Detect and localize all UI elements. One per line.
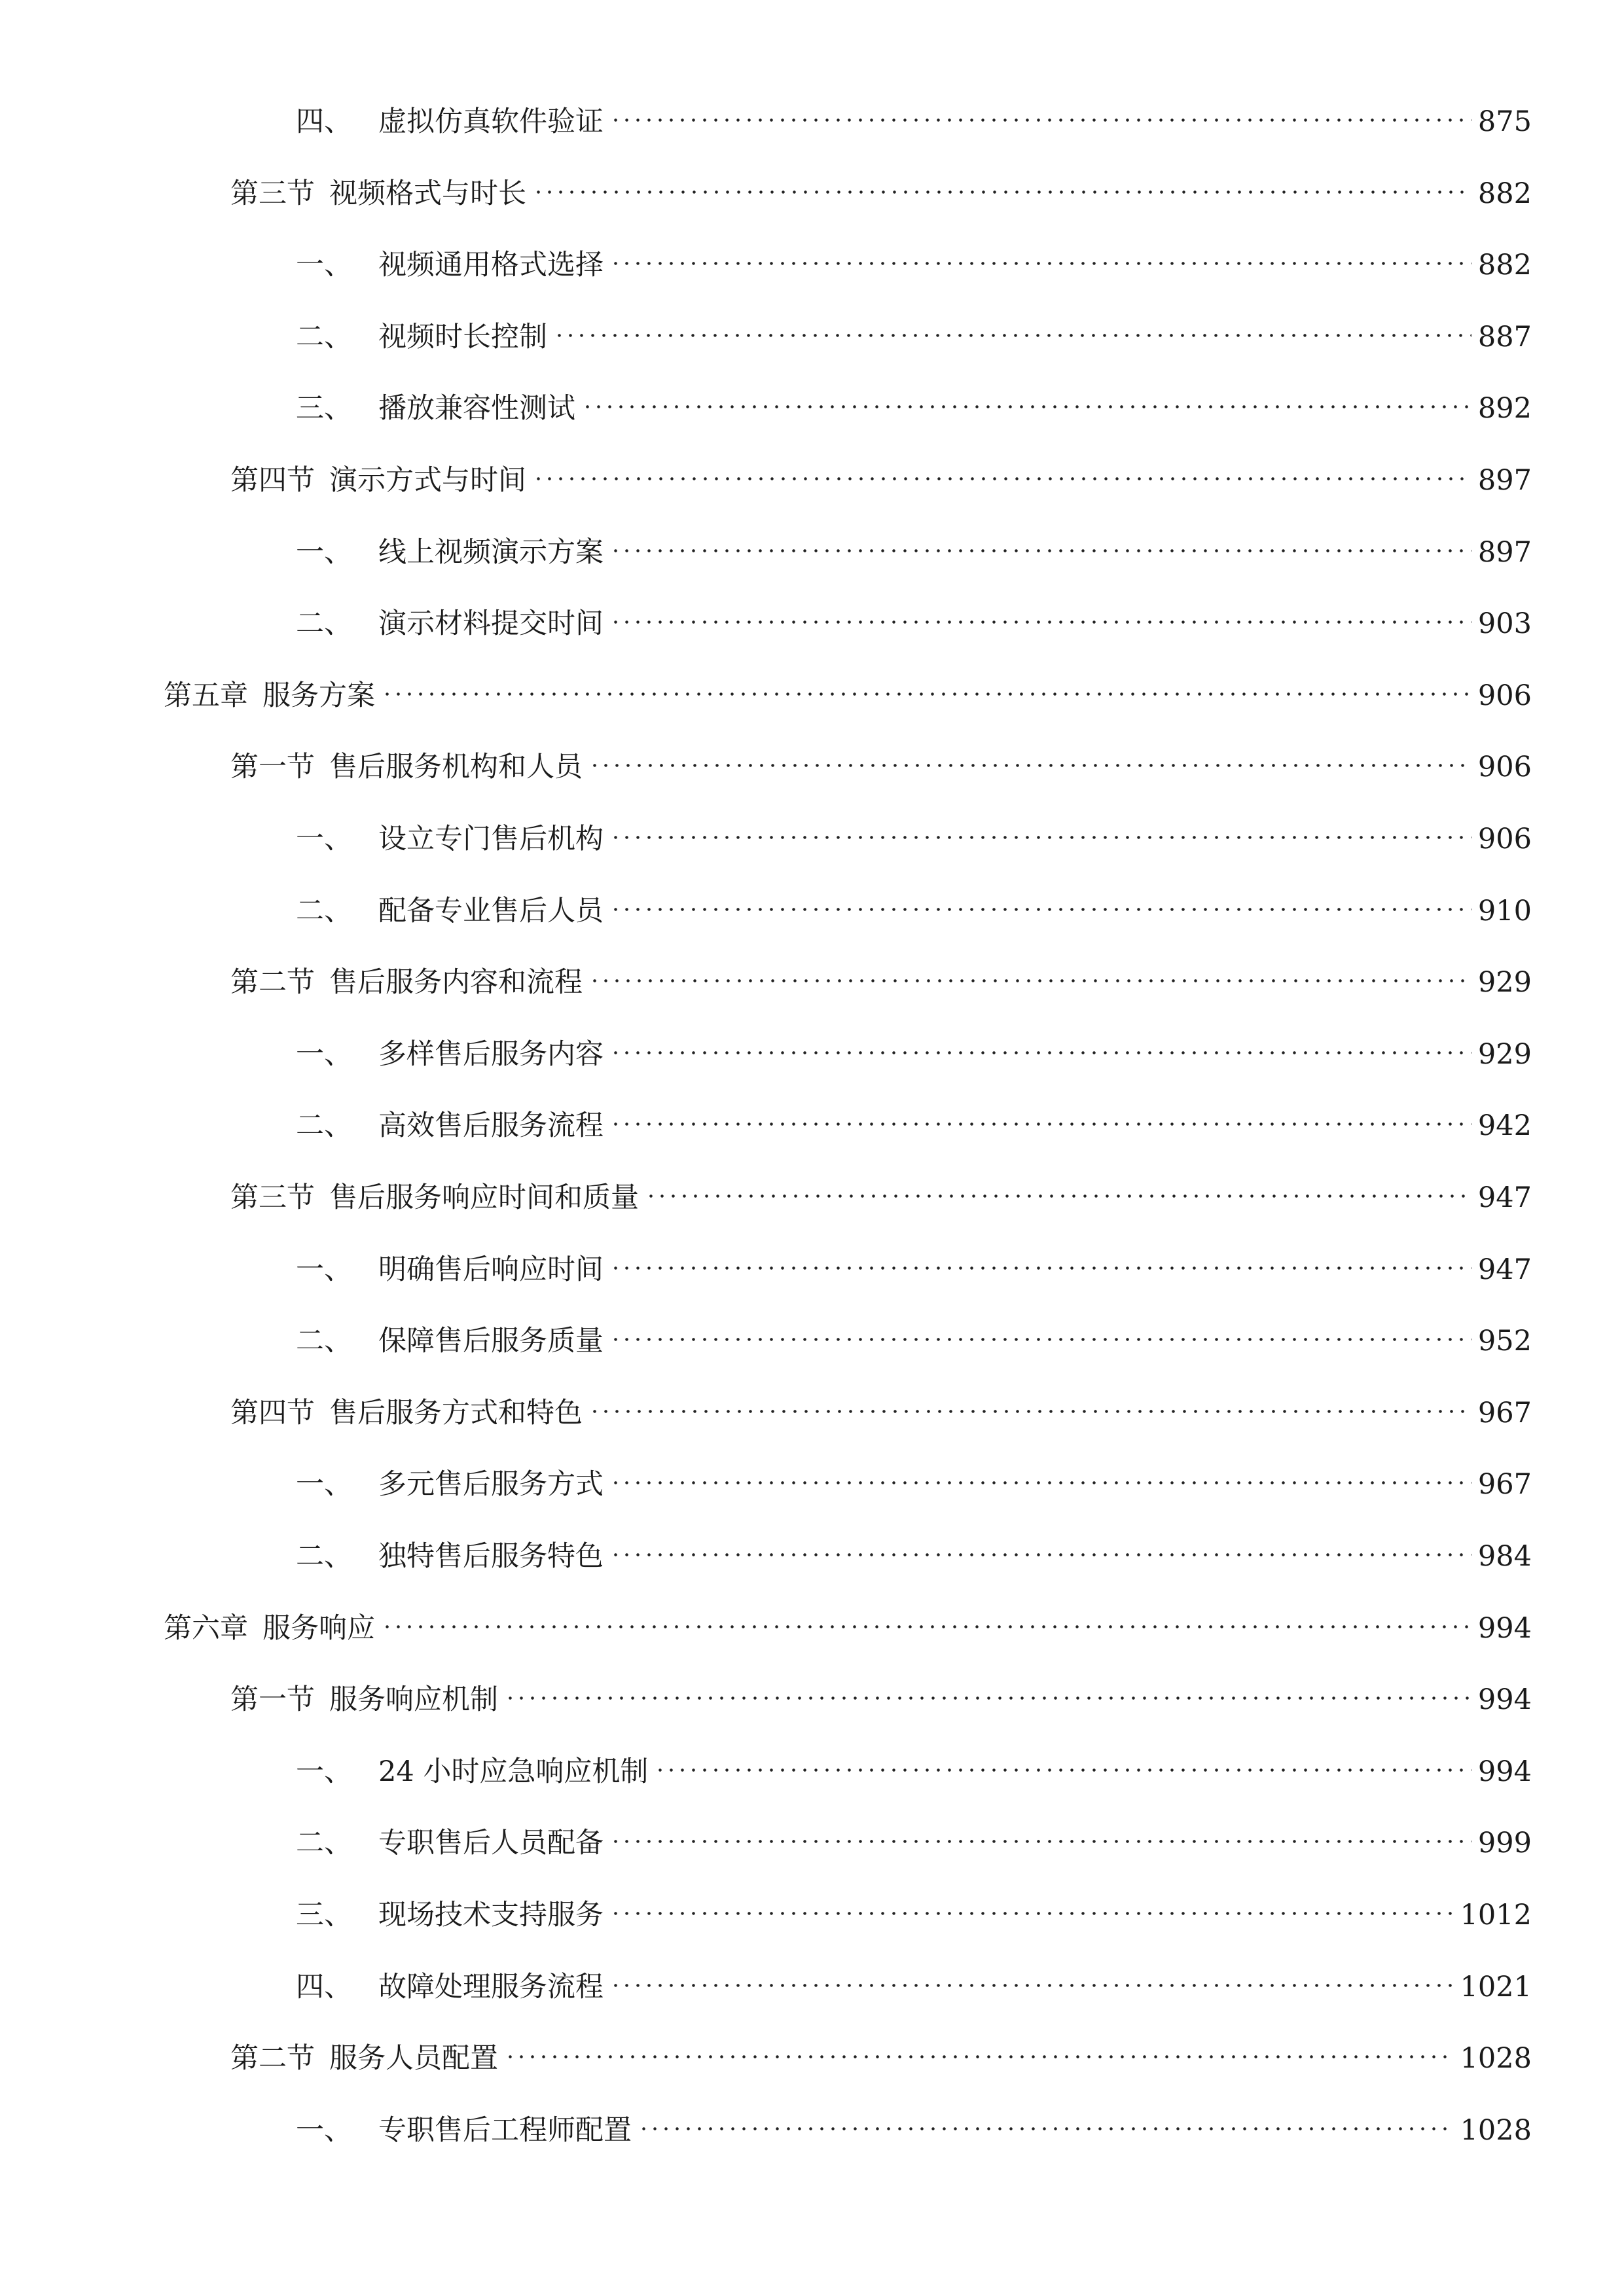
toc-entry-item[interactable] xyxy=(296,235,1532,282)
toc-entry-title: 设立专门售后机构 xyxy=(378,823,604,855)
toc-entry-section[interactable] xyxy=(230,450,1532,497)
toc-entry-item[interactable] xyxy=(296,809,1532,855)
toc-entry-number: 二、 xyxy=(296,894,352,927)
dot-leader xyxy=(610,92,1471,131)
toc-entry-number: 一、 xyxy=(296,1037,352,1071)
dot-leader xyxy=(533,164,1471,203)
toc-entry-title: 专职售后人员配备 xyxy=(378,1827,604,1860)
toc-entry-title: 保障售后服务质量 xyxy=(378,1325,604,1358)
toc-entry-page-number: 929 xyxy=(1477,966,1532,999)
dot-leader xyxy=(610,809,1471,848)
toc-entry-title: 视频格式与时长 xyxy=(329,177,526,210)
toc-entry-number: 第二节 xyxy=(230,2042,315,2075)
toc-entry-title: 明确售后响应时间 xyxy=(378,1253,604,1286)
toc-entry-title: 独特售后服务特色 xyxy=(378,1540,604,1573)
toc-entry-number: 一、 xyxy=(296,1755,352,1788)
toc-entry-title: 售后服务内容和流程 xyxy=(329,966,583,999)
toc-entry-item[interactable] xyxy=(296,1813,1532,1860)
toc-entry-item[interactable] xyxy=(296,2100,1532,2147)
toc-entry-title: 专职售后工程师配置 xyxy=(378,2113,632,2147)
toc-entry-title: 售后服务机构和人员 xyxy=(329,751,583,784)
toc-entry-number: 一、 xyxy=(296,1468,352,1501)
toc-entry-title: 售后服务方式和特色 xyxy=(329,1396,583,1429)
toc-entry-section[interactable] xyxy=(230,1670,1532,1717)
dot-leader xyxy=(382,666,1471,705)
toc-entry-title: 多元售后服务方式 xyxy=(378,1468,604,1501)
toc-entry-title: 线上视频演示方案 xyxy=(378,535,604,569)
toc-entry-page-number: 1028 xyxy=(1460,2113,1532,2147)
toc-entry-number: 三、 xyxy=(296,1899,352,1931)
toc-entry-item[interactable] xyxy=(296,1240,1532,1286)
dot-leader xyxy=(610,1024,1471,1064)
toc-entry-number: 第六章 xyxy=(164,1611,248,1645)
toc-entry-page-number: 903 xyxy=(1477,607,1532,641)
toc-entry-page-number: 947 xyxy=(1477,1253,1532,1286)
toc-entry-title: 服务人员配置 xyxy=(329,2042,498,2075)
dot-leader xyxy=(655,1742,1471,1781)
toc-entry-page-number: 882 xyxy=(1477,249,1532,282)
toc-entry-item[interactable] xyxy=(296,594,1532,641)
toc-entry-page-number: 910 xyxy=(1477,894,1532,927)
toc-entry-number: 第五章 xyxy=(164,679,248,712)
dot-leader xyxy=(382,1598,1471,1638)
toc-entry-page-number: 906 xyxy=(1477,823,1532,855)
toc-entry-number: 二、 xyxy=(296,607,352,641)
toc-entry-page-number: 897 xyxy=(1477,535,1532,569)
toc-entry-section[interactable] xyxy=(230,1383,1532,1429)
toc-entry-number: 一、 xyxy=(296,823,352,855)
toc-entry-page-number: 967 xyxy=(1477,1396,1532,1429)
toc-entry-title: 演示材料提交时间 xyxy=(378,607,604,641)
toc-entry-number: 二、 xyxy=(296,1827,352,1860)
dot-leader xyxy=(610,1454,1471,1494)
toc-entry-number: 一、 xyxy=(296,2113,352,2147)
dot-leader xyxy=(610,1813,1471,1852)
toc-entry-title: 视频时长控制 xyxy=(378,320,547,353)
toc-entry-title: 高效售后服务流程 xyxy=(378,1109,604,1143)
toc-entry-page-number: 892 xyxy=(1477,392,1532,425)
toc-entry-item[interactable] xyxy=(296,1885,1532,1931)
toc-entry-page-number: 882 xyxy=(1477,177,1532,210)
toc-entry-page-number: 994 xyxy=(1477,1683,1532,1717)
toc-entry-title: 虚拟仿真软件验证 xyxy=(378,105,604,138)
dot-leader xyxy=(582,378,1471,418)
toc-entry-number: 一、 xyxy=(296,249,352,282)
toc-entry-page-number: 875 xyxy=(1477,105,1532,138)
toc-entry-title: 24 小时应急响应机制 xyxy=(378,1755,649,1788)
toc-entry-page-number: 952 xyxy=(1477,1325,1532,1358)
dot-leader xyxy=(533,450,1471,490)
toc-entry-item[interactable] xyxy=(296,1024,1532,1071)
toc-entry-number: 第一节 xyxy=(230,1683,315,1717)
dot-leader xyxy=(554,307,1471,346)
dot-leader xyxy=(610,235,1471,274)
toc-entry-item[interactable] xyxy=(296,378,1532,425)
toc-entry-page-number: 906 xyxy=(1477,751,1532,784)
toc-entry-item[interactable] xyxy=(296,1526,1532,1573)
dot-leader xyxy=(610,522,1471,562)
toc-entry-page-number: 1021 xyxy=(1460,1970,1532,2003)
toc-entry-number: 第三节 xyxy=(230,1181,315,1214)
toc-entry-title: 服务响应机制 xyxy=(329,1683,498,1717)
toc-entry-item[interactable] xyxy=(296,1454,1532,1501)
dot-leader xyxy=(610,1311,1471,1350)
toc-entry-chapter[interactable] xyxy=(164,1598,1532,1645)
toc-entry-number: 第二节 xyxy=(230,966,315,999)
toc-entry-item[interactable] xyxy=(296,92,1532,138)
dot-leader xyxy=(638,2100,1454,2140)
dot-leader xyxy=(610,1240,1471,1279)
dot-leader xyxy=(610,881,1471,920)
toc-entry-page-number: 1012 xyxy=(1460,1899,1532,1931)
toc-entry-section[interactable] xyxy=(230,2028,1532,2075)
toc-entry-title: 多样售后服务内容 xyxy=(378,1037,604,1071)
toc-entry-number: 第一节 xyxy=(230,751,315,784)
toc-entry-number: 一、 xyxy=(296,535,352,569)
toc-entry-number: 第四节 xyxy=(230,1396,315,1429)
dot-leader xyxy=(610,1957,1454,1996)
dot-leader xyxy=(505,1670,1471,1709)
toc-entry-item[interactable] xyxy=(296,307,1532,353)
dot-leader xyxy=(645,1168,1471,1207)
dot-leader xyxy=(589,737,1471,776)
toc-entry-page-number: 906 xyxy=(1477,679,1532,712)
toc-entry-page-number: 994 xyxy=(1477,1755,1532,1788)
toc-entry-title: 现场技术支持服务 xyxy=(378,1899,604,1931)
toc-entry-title: 故障处理服务流程 xyxy=(378,1970,604,2003)
toc-entry-title: 售后服务响应时间和质量 xyxy=(329,1181,639,1214)
toc-entry-page-number: 929 xyxy=(1477,1037,1532,1071)
toc-entry-number: 一、 xyxy=(296,1253,352,1286)
toc-entry-page-number: 897 xyxy=(1477,464,1532,497)
toc-entry-number: 三、 xyxy=(296,392,352,425)
toc-entry-title: 视频通用格式选择 xyxy=(378,249,604,282)
toc-entry-section[interactable] xyxy=(230,164,1532,210)
toc-entry-number: 四、 xyxy=(296,105,352,138)
toc-entry-title: 配备专业售后人员 xyxy=(378,894,604,927)
dot-leader xyxy=(610,594,1471,633)
toc-entry-page-number: 999 xyxy=(1477,1827,1532,1860)
toc-entry-item[interactable] xyxy=(296,1742,1532,1788)
toc-entry-item[interactable] xyxy=(296,1957,1532,2003)
toc-entry-page-number: 887 xyxy=(1477,320,1532,353)
dot-leader xyxy=(610,1885,1454,1924)
toc-entry-title: 演示方式与时间 xyxy=(329,464,526,497)
dot-leader xyxy=(589,1383,1471,1422)
toc-entry-number: 二、 xyxy=(296,320,352,353)
toc-entry-page-number: 994 xyxy=(1477,1611,1532,1645)
toc-entry-item[interactable] xyxy=(296,881,1532,927)
toc-entry-number: 第四节 xyxy=(230,464,315,497)
toc-entry-page-number: 967 xyxy=(1477,1468,1532,1501)
toc-entry-item[interactable] xyxy=(296,1311,1532,1358)
toc-entry-section[interactable] xyxy=(230,952,1532,999)
dot-leader xyxy=(610,1526,1471,1566)
toc-entry-title: 播放兼容性测试 xyxy=(378,392,575,425)
toc-entry-title: 服务方案 xyxy=(262,679,375,712)
dot-leader xyxy=(610,1096,1471,1135)
toc-entry-number: 二、 xyxy=(296,1325,352,1358)
toc-entry-chapter[interactable] xyxy=(164,666,1532,712)
toc-entry-section[interactable] xyxy=(230,1168,1532,1214)
toc-entry-item[interactable] xyxy=(296,522,1532,569)
toc-entry-page-number: 947 xyxy=(1477,1181,1532,1214)
toc-entry-number: 二、 xyxy=(296,1109,352,1143)
toc-entry-page-number: 1028 xyxy=(1460,2042,1532,2075)
toc-entry-item[interactable] xyxy=(296,1096,1532,1143)
toc-entry-number: 二、 xyxy=(296,1540,352,1573)
toc-entry-number: 第三节 xyxy=(230,177,315,210)
toc-entry-page-number: 942 xyxy=(1477,1109,1532,1143)
dot-leader xyxy=(589,952,1471,992)
toc-entry-title: 服务响应 xyxy=(262,1611,375,1645)
toc-entry-page-number: 984 xyxy=(1477,1540,1532,1573)
toc-entry-number: 四、 xyxy=(296,1970,352,2003)
dot-leader xyxy=(505,2028,1454,2068)
toc-entry-section[interactable] xyxy=(230,737,1532,784)
